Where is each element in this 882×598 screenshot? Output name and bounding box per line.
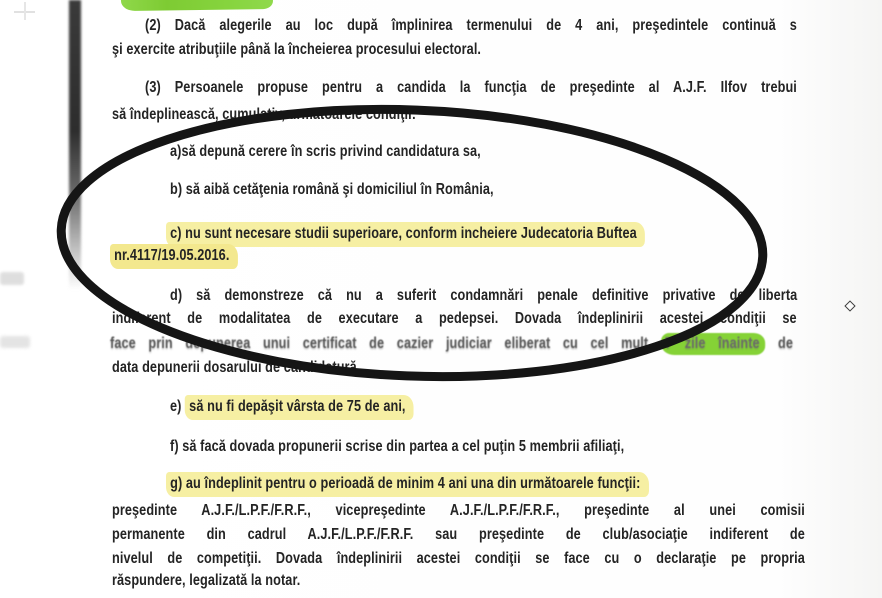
item-letter: e) (170, 398, 186, 415)
text-line: să îndeplinească, cumulativ, următoarele condiţii: (112, 106, 417, 123)
text-line (110, 332, 793, 356)
ink-bleed-mark (0, 336, 30, 348)
text-line: d) să demonstreze că nu a suferit condamnări penale definitive privative de liberta (170, 287, 798, 304)
ink-bleed-mark (0, 272, 24, 285)
scan-edge-shadow (69, 0, 81, 290)
text-line: indiferent de modalitatea de executare a pedepsei. Dovada îndeplinirii acestei condiţii se (112, 310, 797, 327)
yellow-highlight: nr.4117/19.05.2016. (110, 244, 238, 269)
text-line (166, 472, 649, 496)
yellow-highlight: g) au îndeplinit pentru o perioadă de minim 4 ani una din următoarele funcţii: (166, 472, 649, 497)
text-line (170, 395, 414, 419)
text-line: f) să facă dovada propunerii scrise din partea a cel puţin 5 membrii afiliaţi, (170, 438, 625, 455)
text-line (110, 244, 238, 268)
text-line: data depunerii dosarului de candidatură, (112, 359, 361, 376)
faded-text: face prin depunerea unui certificat de cazier judiciar eliberat cu cel mult (110, 335, 661, 352)
text-line: b) să aibă cetăţenia română şi domiciliul în România, (170, 181, 494, 198)
text-line: răspundere, legalizată la notar. (112, 572, 301, 589)
faded-text: de (765, 335, 794, 352)
text-line: şi exercite atribuţiile până la încheierea procesului electoral. (112, 41, 482, 58)
green-highlight: 7 zile înainte (661, 333, 766, 355)
text-line: (3) Persoanele propuse pentru a candida la funcţia de preşedinte al A.J.F. Ilfov trebui (145, 79, 797, 96)
text-line: permanente din cadrul A.J.F./L.P.F./F.R.F. sau preşedinte de club/asociaţie indiferent de (112, 526, 805, 543)
yellow-highlight: să nu fi depăşit vârsta de 75 de ani, (185, 395, 414, 420)
text-line: a)să depună cerere în scris privind candidatura sa, (170, 143, 481, 160)
text-line (166, 222, 645, 246)
text-line: (2) Dacă alegerile au loc după împlinirea termenului de 4 ani, preşedintele continuă s (145, 17, 797, 34)
yellow-highlight: c) nu sunt necesare studii superioare, conform incheiere Judecatoria Buftea (166, 222, 645, 247)
ink-dot (844, 300, 855, 311)
text-line: preşedinte A.J.F./L.P.F./F.R.F., vicepreşedinte A.J.F./L.P.F./F.R.F., preşedinte al unei comisii (112, 502, 805, 519)
registration-cross-mark (14, 2, 36, 20)
text-line: nivelul de competiţii. Dovada îndeplinirii acestei condiţii se face cu o declaraţie pe propria (112, 550, 805, 567)
green-highlighter-edge-mark (121, 0, 273, 11)
